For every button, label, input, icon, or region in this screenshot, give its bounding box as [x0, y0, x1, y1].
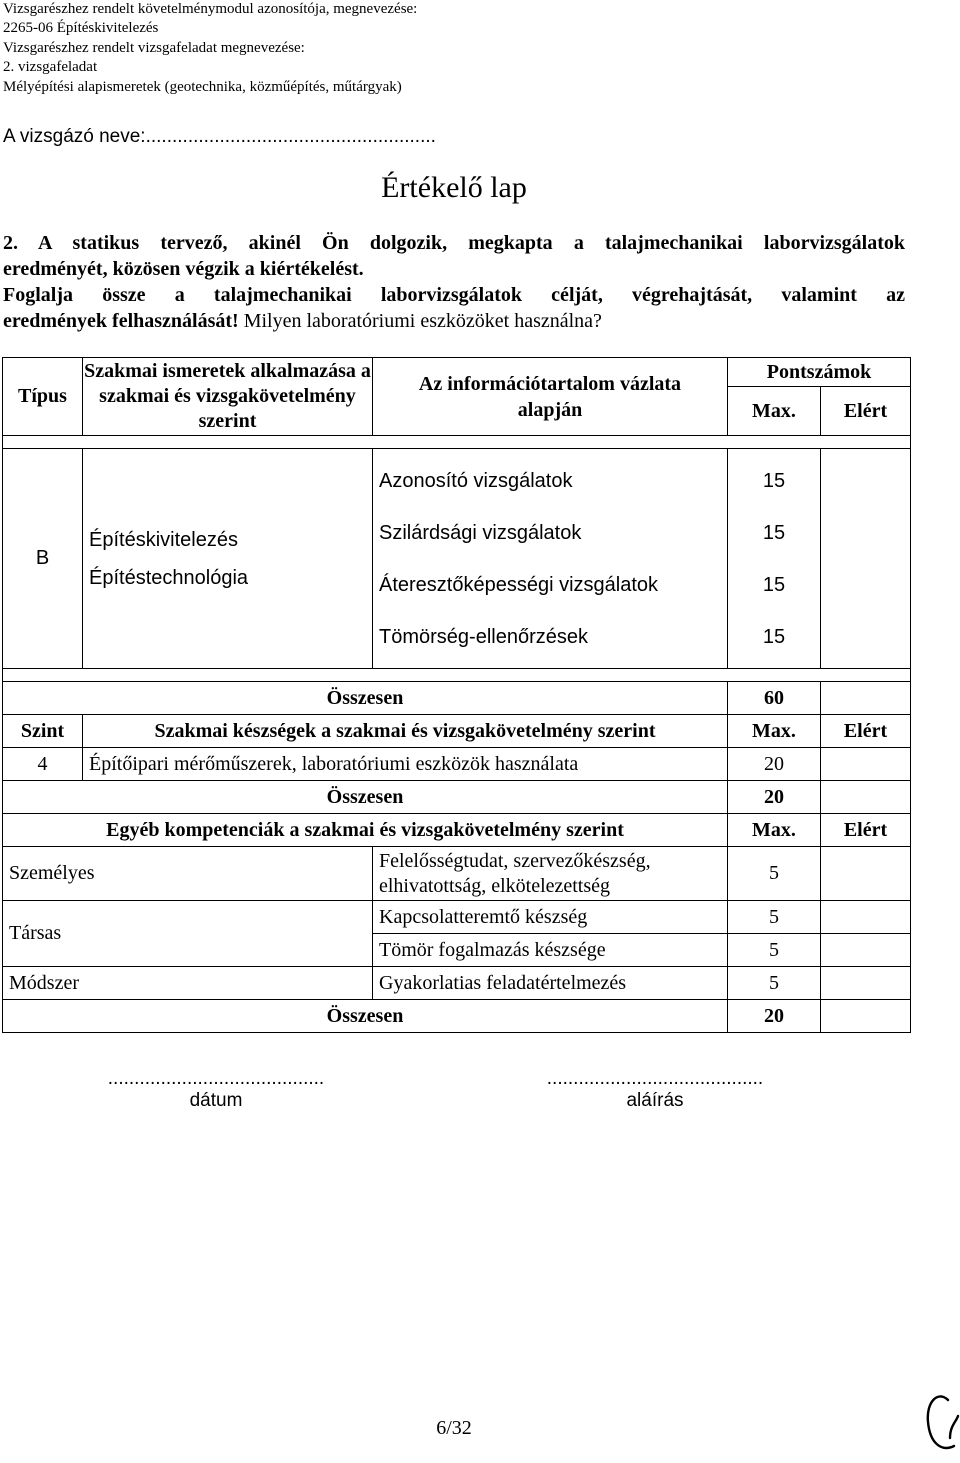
skill-level: 4	[3, 748, 83, 781]
col-head-info: Az információtartalom vázlata alapján	[373, 358, 728, 436]
section-type: B	[3, 449, 83, 669]
max-points: 20	[728, 748, 821, 781]
task-line: 2. A statikus tervező, akinél Ön dolgozik, megkapta a talajmechanikai laborvizsgálatok	[3, 232, 905, 254]
achieved-cell[interactable]	[821, 1000, 911, 1033]
total-max: 60	[728, 682, 821, 715]
other-title: Egyéb kompetenciák a szakmai és vizsgakövetelmény szerint	[3, 814, 728, 847]
col-head-max: Max.	[728, 814, 821, 847]
col-head-max: Max.	[728, 715, 821, 748]
header-line: 2265-06 Építéskivitelezés	[3, 20, 159, 37]
section-items	[373, 449, 728, 669]
max-points: 5	[728, 901, 821, 934]
total-max: 20	[728, 1000, 821, 1033]
topic-item: Építéstechnológia	[89, 566, 249, 589]
list-item: Azonosító vizsgálatok	[379, 469, 573, 492]
task-question-text: Milyen laboratóriumi eszközöket használna?	[238, 310, 602, 332]
table-gap	[3, 669, 911, 682]
header-line: Vizsgarészhez rendelt vizsgafeladat megnevezése:	[3, 39, 305, 56]
achieved-cell[interactable]	[821, 934, 911, 967]
skills-title: Szakmai készségek a szakmai és vizsgakövetelmény szerint	[83, 715, 728, 748]
page-number: 6/32	[436, 1417, 472, 1439]
handwritten-mark-icon	[920, 1386, 960, 1456]
date-signature-block	[86, 1068, 346, 1112]
achieved-cell[interactable]	[821, 682, 911, 715]
max-points: 15	[762, 625, 786, 648]
achieved-cell[interactable]	[821, 781, 911, 814]
skill-item: Építőipari mérőműszerek, laboratóriumi eszközök használata	[83, 748, 728, 781]
list-item: Áteresztőképességi vizsgálatok	[379, 573, 659, 596]
table-gap	[3, 436, 911, 449]
competency-group: Módszer	[3, 967, 373, 1000]
max-points: 5	[728, 967, 821, 1000]
date-line: .........................................	[107, 1068, 325, 1089]
col-head-achieved: Elért	[821, 387, 911, 436]
signature-line: .........................................	[546, 1068, 764, 1089]
col-head-type: Típus	[3, 358, 83, 436]
competency-item: Felelősségtudat, szervezőkészség, elhivatottság, elkötelezettség	[373, 847, 728, 901]
page-title: Értékelő lap	[381, 171, 527, 204]
col-head-achieved: Elért	[821, 715, 911, 748]
task-line	[3, 308, 602, 334]
col-head-max: Max.	[728, 387, 821, 436]
total-label: Összesen	[3, 1000, 728, 1033]
task-line: Foglalja össze a talajmechanikai laborvizsgálatok célját, végrehajtását, valamint az	[3, 284, 905, 306]
col-head-achieved: Elért	[821, 814, 911, 847]
competency-item: Tömör fogalmazás készsége	[373, 934, 728, 967]
task-line: eredményét, közösen végzik a kiértékelést.	[3, 258, 364, 280]
document-header	[3, 0, 417, 97]
section-max-points	[728, 449, 821, 669]
col-head-knowledge: Szakmai ismeretek alkalmazása a szakmai és vizsgakövetelmény szerint	[83, 358, 373, 436]
achieved-cell[interactable]	[821, 901, 911, 934]
signature-label: aláírás	[626, 1090, 684, 1111]
evaluation-table	[2, 357, 911, 1033]
date-label: dátum	[189, 1090, 243, 1111]
competency-item: Kapcsolatteremtő készség	[373, 901, 728, 934]
max-points: 15	[762, 573, 786, 596]
achieved-cell[interactable]	[821, 967, 911, 1000]
achieved-cell[interactable]	[821, 449, 911, 669]
header-line: 2. vizsgafeladat	[3, 59, 98, 76]
signature-block	[525, 1068, 785, 1112]
task-bold-text: eredmények felhasználását!	[3, 310, 239, 332]
max-points: 15	[762, 469, 786, 492]
col-head-points: Pontszámok	[728, 358, 911, 387]
max-points: 5	[728, 847, 821, 901]
competency-group: Személyes	[3, 847, 373, 901]
total-label: Összesen	[3, 781, 728, 814]
header-line: Mélyépítési alapismeretek (geotechnika, közműépítés, műtárgyak)	[3, 78, 402, 95]
col-head-level: Szint	[3, 715, 83, 748]
competency-group: Társas	[3, 901, 373, 967]
max-points: 5	[728, 934, 821, 967]
list-item: Tömörség-ellenőrzések	[379, 625, 588, 648]
achieved-cell[interactable]	[821, 847, 911, 901]
total-label: Összesen	[3, 682, 728, 715]
section-topics	[83, 449, 373, 669]
list-item: Szilárdsági vizsgálatok	[379, 521, 582, 544]
topic-item: Építéskivitelezés	[89, 528, 238, 551]
max-points: 15	[762, 521, 786, 544]
candidate-name-field: A vizsgázó neve:.......................................................	[3, 126, 436, 147]
achieved-cell[interactable]	[821, 748, 911, 781]
total-max: 20	[728, 781, 821, 814]
header-line: Vizsgarészhez rendelt követelménymodul azonosítója, megnevezése:	[3, 1, 418, 17]
competency-item: Gyakorlatias feladatértelmezés	[373, 967, 728, 1000]
